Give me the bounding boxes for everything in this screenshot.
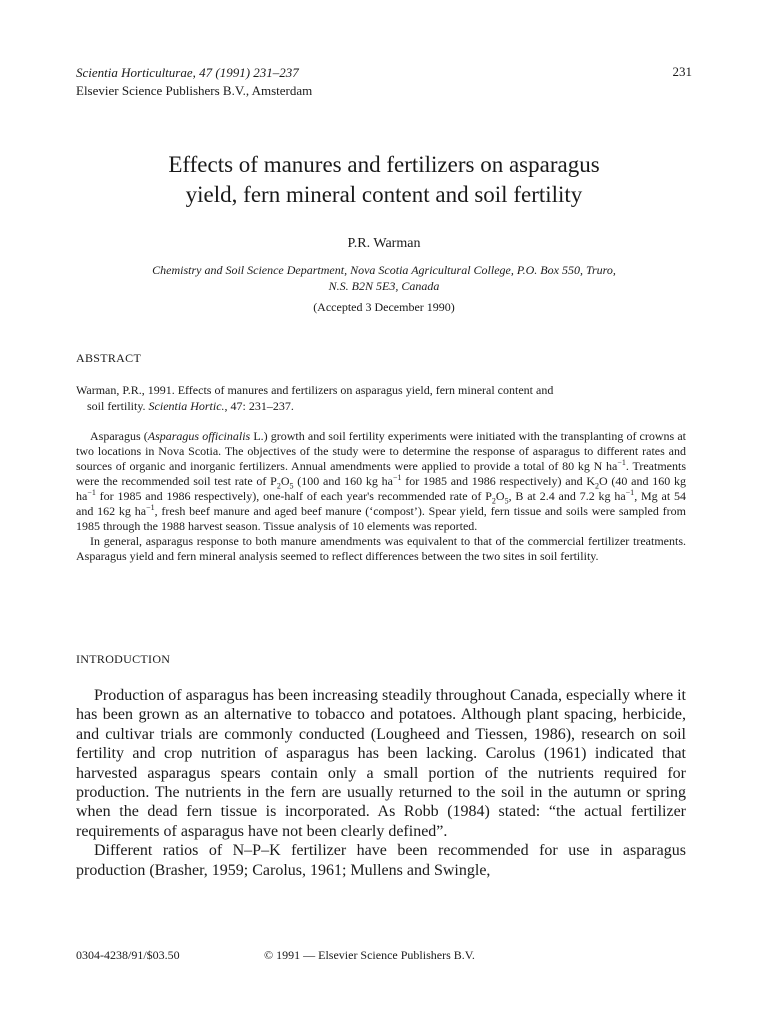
affiliation-line-2: N.S. B2N 5E3, Canada xyxy=(328,279,440,293)
citation-continuation xyxy=(76,398,686,414)
abstract-text: . Treatments were the recommended soil test rate of P xyxy=(76,459,687,488)
article-code: 0304-4238/91/$03.50 xyxy=(76,948,180,962)
citation-text: soil fertility. xyxy=(87,399,149,413)
introduction-paragraph-1: Production of asparagus has been increasing steadily throughout Canada, especially where it has been grown as an alternative to tobacco and potatoes. Although plant spacing, herbicide, and cultivar trials are commonly conducted (Lougheed and Tiessen, 1986), research on soil fertility and crop nutrition of asparagus has been lacking. Carolus (1961) indicated that harvested asparagus spears contain only a small portion of the nutrients required for production. The nutrients in the fern are usually returned to the soil in the autumn or spring when the dead fern tissue is incorporated. As Robb (1984) stated: “the actual fertilizer requirements of asparagus have not been clearly defined”. xyxy=(76,687,686,840)
abstract-text: , B at 2.4 and 7.2 kg ha xyxy=(508,489,626,503)
citation-journal: Scientia Hortic. xyxy=(148,399,225,413)
publisher-line: Elsevier Science Publishers B.V., Amsterdam xyxy=(76,83,313,98)
title-line-2: yield, fern mineral content and soil fertility xyxy=(185,182,583,207)
abstract-text: O (40 and 160 kg ha xyxy=(76,474,686,503)
introduction-body xyxy=(76,686,686,880)
abstract-paragraph-2: In general, asparagus response to both manure amendments was equivalent to that of the commercial fertilizer treatments. Asparagus yield and fern mineral analysis seemed to reflect differences between the two sites in soil fertility. xyxy=(76,534,686,563)
author-name: P.R. Warman xyxy=(347,236,421,251)
citation-volume: , 47: 231–237. xyxy=(224,399,294,413)
superscript: −1 xyxy=(617,458,626,467)
subscript: 2 xyxy=(595,481,599,491)
superscript: −1 xyxy=(146,503,155,512)
abstract-text: L.) growth and soil fertility experiments were initiated with the transplanting of crowns at two locations in Nova Scotia. The objectives of the study were to determine the response of asparagus to different rates and sources of organic and inorganic fertilizers. Annual amendments were applied to provide a total of 80 kg N ha xyxy=(76,429,686,473)
abstract-text: Asparagus ( xyxy=(90,429,148,443)
page-number: 231 xyxy=(672,64,692,79)
title-line-1: Effects of manures and fertilizers on asparagus xyxy=(168,152,600,177)
superscript: −1 xyxy=(625,488,635,497)
abstract-text: for 1985 and 1986 respectively) and K xyxy=(401,474,595,488)
abstract-text: for 1985 and 1986 respectively), one-half of each year's recommended rate of P xyxy=(95,489,492,503)
abstract-text: , fresh beef manure and aged beef manure (‘compost’). Spear yield, fern tissue and soils were sampled from 1985 through the 1988 harvest season. Tissue analysis of 10 elements was reported. xyxy=(76,504,687,533)
abstract-body xyxy=(76,429,686,564)
copyright-notice: © 1991 — Elsevier Science Publishers B.V. xyxy=(264,948,475,962)
species-name: Asparagus officinalis xyxy=(147,429,251,443)
subscript: 5 xyxy=(289,481,294,491)
introduction-paragraph-2: Different ratios of N–P–K fertilizer have been recommended for use in asparagus production (Brasher, 1959; Carolus, 1961; Mullens and Swingle, xyxy=(76,842,686,879)
subscript: 5 xyxy=(504,496,509,506)
accepted-date: (Accepted 3 December 1990) xyxy=(313,300,455,314)
abstract-text: O xyxy=(495,489,505,503)
abstract-text: O xyxy=(280,474,290,488)
superscript: −1 xyxy=(87,488,96,497)
subscript: 2 xyxy=(276,481,281,491)
affiliation-line-1: Chemistry and Soil Science Department, Nova Scotia Agricultural College, P.O. Box 550, Truro, xyxy=(152,263,616,277)
journal-header xyxy=(76,64,312,100)
journal-citation-line: Scientia Horticulturae, 47 (1991) 231–237 xyxy=(76,65,299,80)
abstract-text: (100 and 160 kg ha xyxy=(293,474,393,488)
citation-main: Warman, P.R., 1991. Effects of manures and fertilizers on asparagus yield, fern mineral content and xyxy=(76,383,554,397)
article-title xyxy=(60,150,708,210)
abstract-paragraph-1 xyxy=(76,429,686,534)
introduction-heading: INTRODUCTION xyxy=(76,652,171,666)
abstract-text: , Mg at 54 and 162 kg ha xyxy=(76,489,686,518)
superscript: −1 xyxy=(392,473,402,482)
author-affiliation xyxy=(80,262,688,294)
abstract-citation xyxy=(76,382,686,414)
subscript: 2 xyxy=(491,496,496,506)
abstract-heading: ABSTRACT xyxy=(76,351,142,365)
